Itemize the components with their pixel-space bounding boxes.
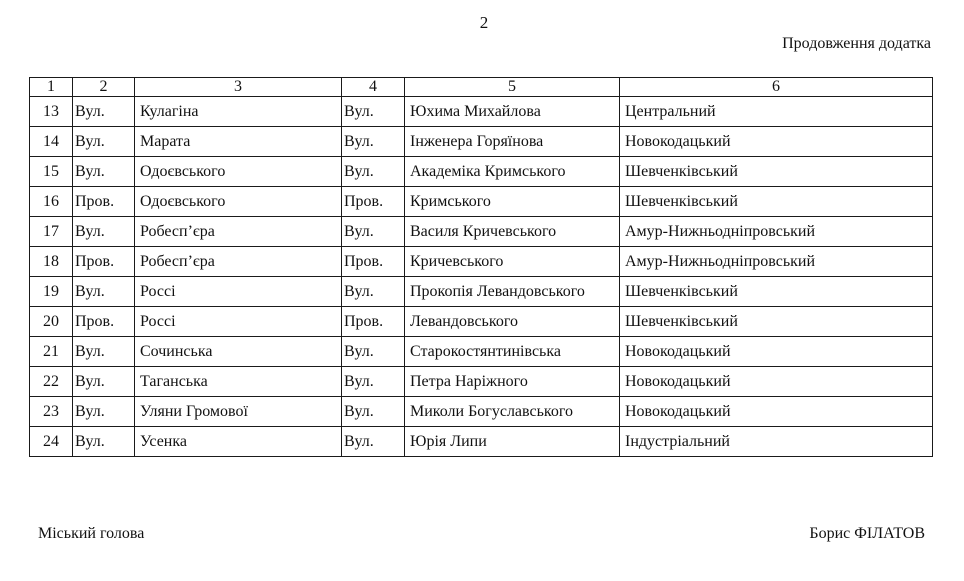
row-number: 23 bbox=[30, 397, 73, 427]
table-row bbox=[30, 217, 933, 247]
row-number: 17 bbox=[30, 217, 73, 247]
district: Шевченківський bbox=[620, 307, 933, 337]
old-street-type: Вул. bbox=[73, 427, 135, 457]
district: Новокодацький bbox=[620, 397, 933, 427]
old-street-name: Усенка bbox=[135, 427, 342, 457]
new-street-type: Пров. bbox=[342, 307, 405, 337]
table-row bbox=[30, 427, 933, 457]
row-number: 16 bbox=[30, 187, 73, 217]
column-header: 2 bbox=[73, 78, 135, 97]
new-street-name: Кримського bbox=[405, 187, 620, 217]
old-street-name: Марата bbox=[135, 127, 342, 157]
old-street-type: Вул. bbox=[73, 217, 135, 247]
table-row bbox=[30, 337, 933, 367]
old-street-type: Вул. bbox=[73, 277, 135, 307]
old-street-type: Вул. bbox=[73, 127, 135, 157]
new-street-type: Вул. bbox=[342, 157, 405, 187]
old-street-type: Пров. bbox=[73, 307, 135, 337]
table-row bbox=[30, 367, 933, 397]
district: Новокодацький bbox=[620, 337, 933, 367]
new-street-type: Вул. bbox=[342, 427, 405, 457]
new-street-type: Вул. bbox=[342, 217, 405, 247]
page-number: 2 bbox=[479, 13, 489, 32]
old-street-type: Вул. bbox=[73, 397, 135, 427]
new-street-name: Інженера Горяїнова bbox=[405, 127, 620, 157]
old-street-type: Вул. bbox=[73, 157, 135, 187]
old-street-type: Вул. bbox=[73, 337, 135, 367]
new-street-type: Вул. bbox=[342, 337, 405, 367]
district: Амур-Нижньодніпровський bbox=[620, 247, 933, 277]
old-street-name: Таганська bbox=[135, 367, 342, 397]
old-street-name: Россі bbox=[135, 277, 342, 307]
district: Амур-Нижньодніпровський bbox=[620, 217, 933, 247]
new-street-type: Вул. bbox=[342, 127, 405, 157]
new-street-name: Академіка Кримського bbox=[405, 157, 620, 187]
continuation-note: Продовження додатка bbox=[782, 35, 931, 52]
district: Новокодацький bbox=[620, 127, 933, 157]
old-street-name: Одоєвського bbox=[135, 157, 342, 187]
table-row bbox=[30, 307, 933, 337]
table-row bbox=[30, 127, 933, 157]
row-number: 15 bbox=[30, 157, 73, 187]
old-street-type: Пров. bbox=[73, 247, 135, 277]
new-street-type: Вул. bbox=[342, 97, 405, 127]
district: Новокодацький bbox=[620, 367, 933, 397]
district: Індустріальний bbox=[620, 427, 933, 457]
table-row bbox=[30, 247, 933, 277]
district: Шевченківський bbox=[620, 277, 933, 307]
column-header: 3 bbox=[135, 78, 342, 97]
new-street-type: Вул. bbox=[342, 367, 405, 397]
old-street-type: Вул. bbox=[73, 367, 135, 397]
column-header: 6 bbox=[620, 78, 933, 97]
row-number: 19 bbox=[30, 277, 73, 307]
old-street-type: Пров. bbox=[73, 187, 135, 217]
old-street-name: Уляни Громової bbox=[135, 397, 342, 427]
old-street-name: Сочинська bbox=[135, 337, 342, 367]
mayor-position-label: Міський голова bbox=[38, 525, 145, 542]
old-street-name: Россі bbox=[135, 307, 342, 337]
new-street-type: Пров. bbox=[342, 247, 405, 277]
row-number: 14 bbox=[30, 127, 73, 157]
column-header: 5 bbox=[405, 78, 620, 97]
row-number: 22 bbox=[30, 367, 73, 397]
new-street-name: Юрія Липи bbox=[405, 427, 620, 457]
new-street-type: Вул. bbox=[342, 277, 405, 307]
row-number: 13 bbox=[30, 97, 73, 127]
district: Шевченківський bbox=[620, 187, 933, 217]
old-street-name: Робесп’єра bbox=[135, 247, 342, 277]
new-street-name: Петра Наріжного bbox=[405, 367, 620, 397]
new-street-type: Пров. bbox=[342, 187, 405, 217]
new-street-name: Миколи Богуславського bbox=[405, 397, 620, 427]
row-number: 18 bbox=[30, 247, 73, 277]
table-row bbox=[30, 97, 933, 127]
row-number: 21 bbox=[30, 337, 73, 367]
new-street-name: Юхима Михайлова bbox=[405, 97, 620, 127]
new-street-name: Левандовського bbox=[405, 307, 620, 337]
row-number: 24 bbox=[30, 427, 73, 457]
table-header-row bbox=[30, 78, 933, 97]
column-header: 1 bbox=[30, 78, 73, 97]
district: Шевченківський bbox=[620, 157, 933, 187]
street-renaming-table bbox=[29, 77, 933, 457]
old-street-name: Кулагіна bbox=[135, 97, 342, 127]
new-street-type: Вул. bbox=[342, 397, 405, 427]
row-number: 20 bbox=[30, 307, 73, 337]
new-street-name: Прокопія Левандовського bbox=[405, 277, 620, 307]
new-street-name: Кричевського bbox=[405, 247, 620, 277]
district: Центральний bbox=[620, 97, 933, 127]
old-street-name: Одоєвського bbox=[135, 187, 342, 217]
old-street-name: Робесп’єра bbox=[135, 217, 342, 247]
table-row bbox=[30, 187, 933, 217]
new-street-name: Василя Кричевського bbox=[405, 217, 620, 247]
new-street-name: Старокостянтинівська bbox=[405, 337, 620, 367]
table-row bbox=[30, 397, 933, 427]
table-row bbox=[30, 157, 933, 187]
table-row bbox=[30, 277, 933, 307]
column-header: 4 bbox=[342, 78, 405, 97]
signatory-name: Борис ФІЛАТОВ bbox=[809, 525, 925, 542]
old-street-type: Вул. bbox=[73, 97, 135, 127]
